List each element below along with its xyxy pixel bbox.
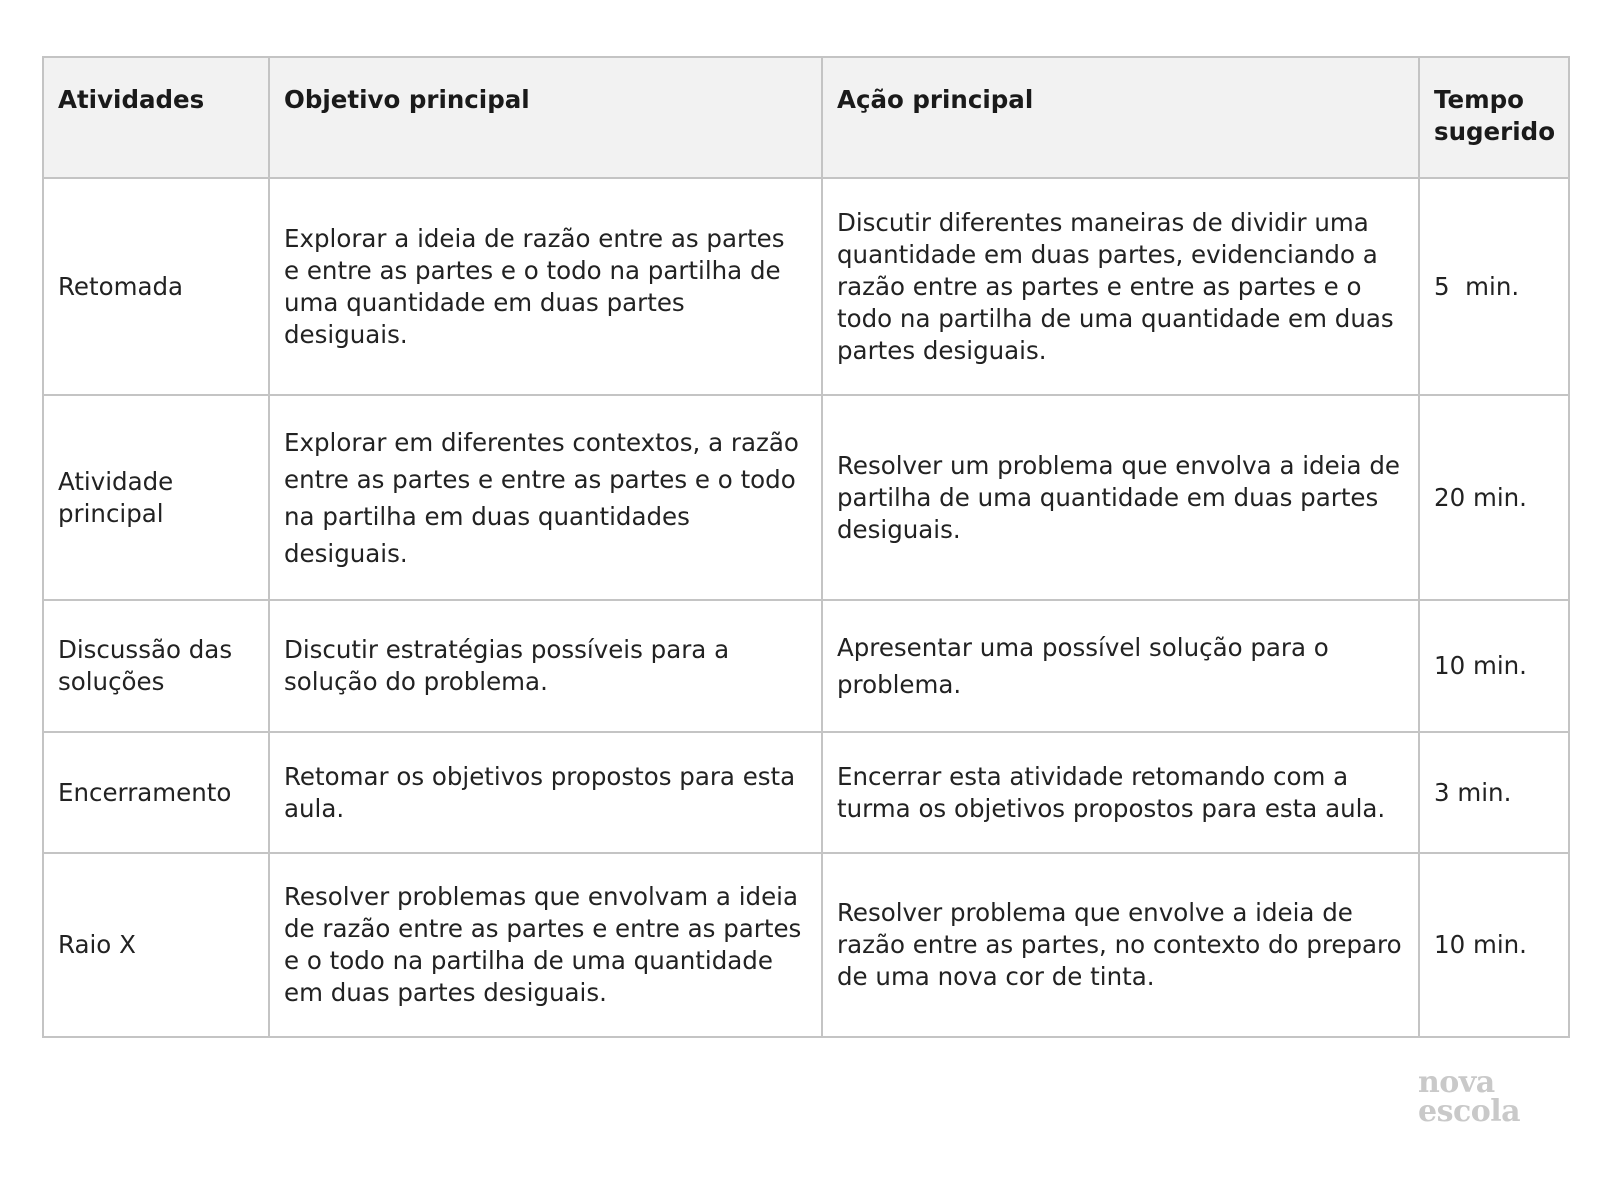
table-row bbox=[43, 732, 1569, 853]
cell-acao: Encerrar esta atividade retomando com a turma os objetivos propostos para esta aula. bbox=[822, 732, 1419, 853]
cell-acao: Resolver um problema que envolva a ideia de partilha de uma quantidade em duas partes desiguais. bbox=[822, 395, 1419, 600]
cell-objetivo: Resolver problemas que envolvam a ideia de razão entre as partes e entre as partes e o todo na partilha de uma quantidade em duas partes desiguais. bbox=[269, 853, 822, 1037]
cell-acao: Resolver problema que envolve a ideia de razão entre as partes, no contexto do preparo de uma nova cor de tinta. bbox=[822, 853, 1419, 1037]
cell-tempo: 20 min. bbox=[1419, 395, 1569, 600]
cell-objetivo: Discutir estratégias possíveis para a solução do problema. bbox=[269, 600, 822, 732]
cell-atividade: Discussão das soluções bbox=[43, 600, 269, 732]
cell-atividade: Atividade principal bbox=[43, 395, 269, 600]
header-atividades: Atividades bbox=[43, 57, 269, 178]
cell-acao: Discutir diferentes maneiras de dividir uma quantidade em duas partes, evidenciando a razão entre as partes e entre as partes e o todo na partilha de uma quantidade em duas partes desiguais. bbox=[822, 178, 1419, 395]
cell-tempo: 10 min. bbox=[1419, 600, 1569, 732]
nova-escola-logo bbox=[1418, 1065, 1521, 1129]
cell-tempo: 5 min. bbox=[1419, 178, 1569, 395]
logo-line-escola: escola bbox=[1418, 1094, 1521, 1129]
table-row bbox=[43, 395, 1569, 600]
table-header-row bbox=[43, 57, 1569, 178]
lesson-plan-table bbox=[42, 56, 1570, 1038]
header-tempo-sugerido: Tempo sugerido bbox=[1419, 57, 1569, 178]
cell-acao: Apresentar uma possível solução para o problema. bbox=[822, 600, 1419, 732]
header-acao-principal: Ação principal bbox=[822, 57, 1419, 178]
cell-tempo: 3 min. bbox=[1419, 732, 1569, 853]
logo-line-nova: nova bbox=[1418, 1065, 1495, 1100]
cell-atividade: Raio X bbox=[43, 853, 269, 1037]
cell-atividade: Encerramento bbox=[43, 732, 269, 853]
table-row bbox=[43, 853, 1569, 1037]
header-objetivo-principal: Objetivo principal bbox=[269, 57, 822, 178]
cell-objetivo: Explorar em diferentes contextos, a razão entre as partes e entre as partes e o todo na partilha em duas quantidades desiguais. bbox=[269, 395, 822, 600]
cell-tempo: 10 min. bbox=[1419, 853, 1569, 1037]
cell-atividade: Retomada bbox=[43, 178, 269, 395]
cell-objetivo: Retomar os objetivos propostos para esta aula. bbox=[269, 732, 822, 853]
cell-objetivo: Explorar a ideia de razão entre as partes e entre as partes e o todo na partilha de uma quantidade em duas partes desiguais. bbox=[269, 178, 822, 395]
table-row bbox=[43, 178, 1569, 395]
table-row bbox=[43, 600, 1569, 732]
